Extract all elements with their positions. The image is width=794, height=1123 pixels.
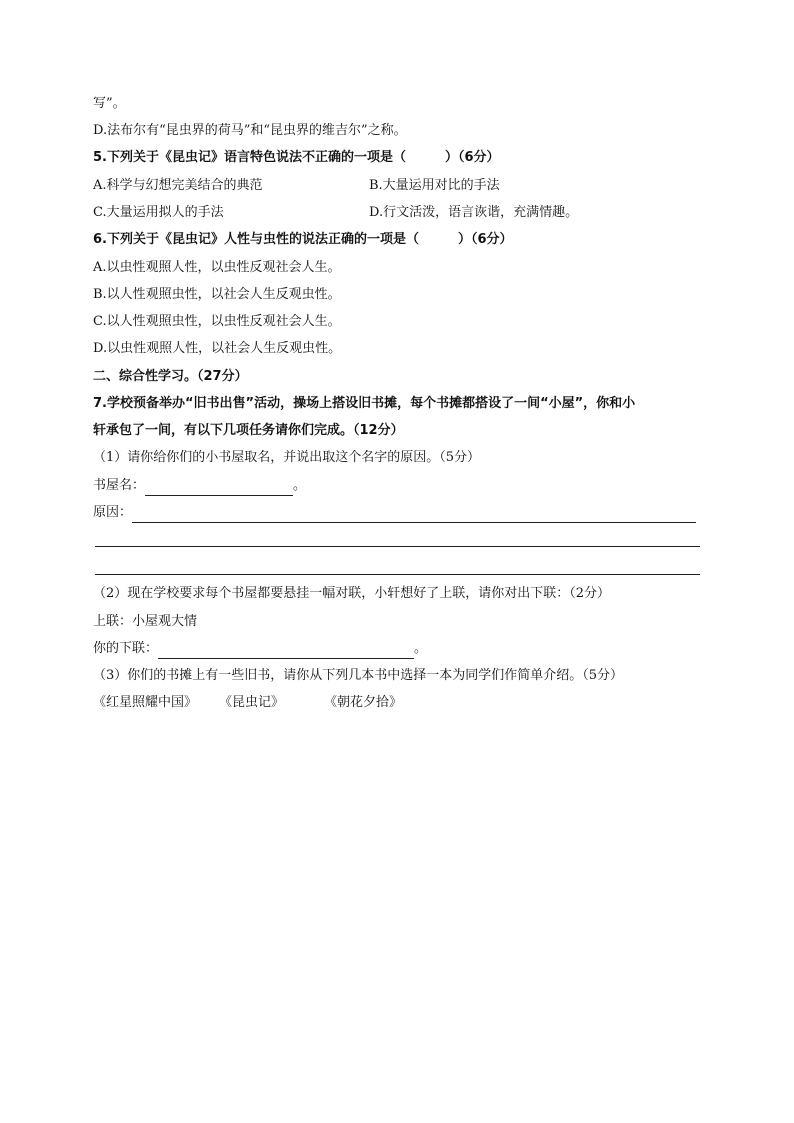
book-red-star-over-china: 《红星照耀中国》 (93, 695, 198, 710)
lower-couplet-label: 你的下联： (93, 641, 159, 656)
q6-stem: 6.下列关于《昆虫记》人性与虫性的说法正确的一项是（ ）（6分） (93, 232, 513, 247)
book-dawn-blossoms: 《朝花夕拾》 (324, 695, 403, 710)
continuation-text: 写”。 (93, 96, 126, 111)
q6-option-d: D.以虫性观照人性，以社会人生反观虫性。 (93, 341, 342, 356)
lower-couplet-end: 。 (414, 641, 428, 656)
q5-option-b: B.大量运用对比的手法 (369, 178, 500, 193)
q7-stem-line-1: 7.学校预备举办“旧书出售”活动，操场上搭设旧书摊，每个书摊都搭设了一间“小屋”，你和小 (93, 396, 636, 411)
q7-sub-question-2: （2）现在学校要求每个书屋都要悬挂一幅对联，小轩想好了上联，请你对出下联：（2分） (93, 586, 611, 601)
q6-option-b: B.以人性观照虫性，以社会人生反观虫性。 (93, 287, 341, 302)
q5-options-row-2 (93, 203, 701, 223)
q5-option-a: A.科学与幻想完美结合的典范 (93, 178, 263, 193)
lower-couplet-row (93, 639, 427, 659)
book-insect-record: 《昆虫记》 (219, 695, 285, 710)
upper-couplet: 上联：小屋观大情 (93, 614, 198, 629)
q6-option-c: C.以人性观照虫性，以虫性反观社会人生。 (93, 314, 341, 329)
q7-sub-question-3: （3）你们的书摊上有一些旧书，请你从下列几本书中选择一本为同学们作简单介绍。（5分） (93, 668, 624, 683)
q4-option-d: D.法布尔有“昆虫界的荷马”和“昆虫界的维吉尔”之称。 (93, 123, 407, 138)
bookstore-name-row (93, 476, 306, 496)
reason-answer-blank-2[interactable] (95, 546, 700, 547)
lower-couplet-answer-blank[interactable] (158, 644, 414, 659)
q5-stem: 5.下列关于《昆虫记》语言特色说法不正确的一项是（ ）（6分） (93, 150, 500, 165)
q7-stem-line-2: 轩承包了一间，有以下几项任务请你们完成。（12分） (93, 423, 404, 438)
bookstore-name-label: 书屋名： (93, 478, 146, 493)
q5-options-row-1 (93, 176, 701, 196)
reason-answer-blank-1[interactable] (132, 508, 696, 523)
bookstore-name-end: 。 (293, 478, 307, 493)
q6-option-a: A.以虫性观照人性，以虫性反观社会人生。 (93, 260, 341, 275)
reason-label: 原因： (93, 505, 133, 520)
book-list (93, 693, 424, 713)
bookstore-name-answer-blank[interactable] (145, 481, 293, 496)
section-2-title: 二、综合性学习。（27分） (93, 369, 248, 384)
q7-sub-question-1: （1）请你给你们的小书屋取名，并说出取这个名字的原因。（5分） (93, 450, 481, 465)
q5-option-d: D.行文活泼，语言诙谐，充满情趣。 (369, 205, 579, 220)
reason-answer-blank-3[interactable] (95, 574, 700, 575)
reason-row (93, 503, 696, 523)
q5-option-c: C.大量运用拟人的手法 (93, 205, 224, 220)
